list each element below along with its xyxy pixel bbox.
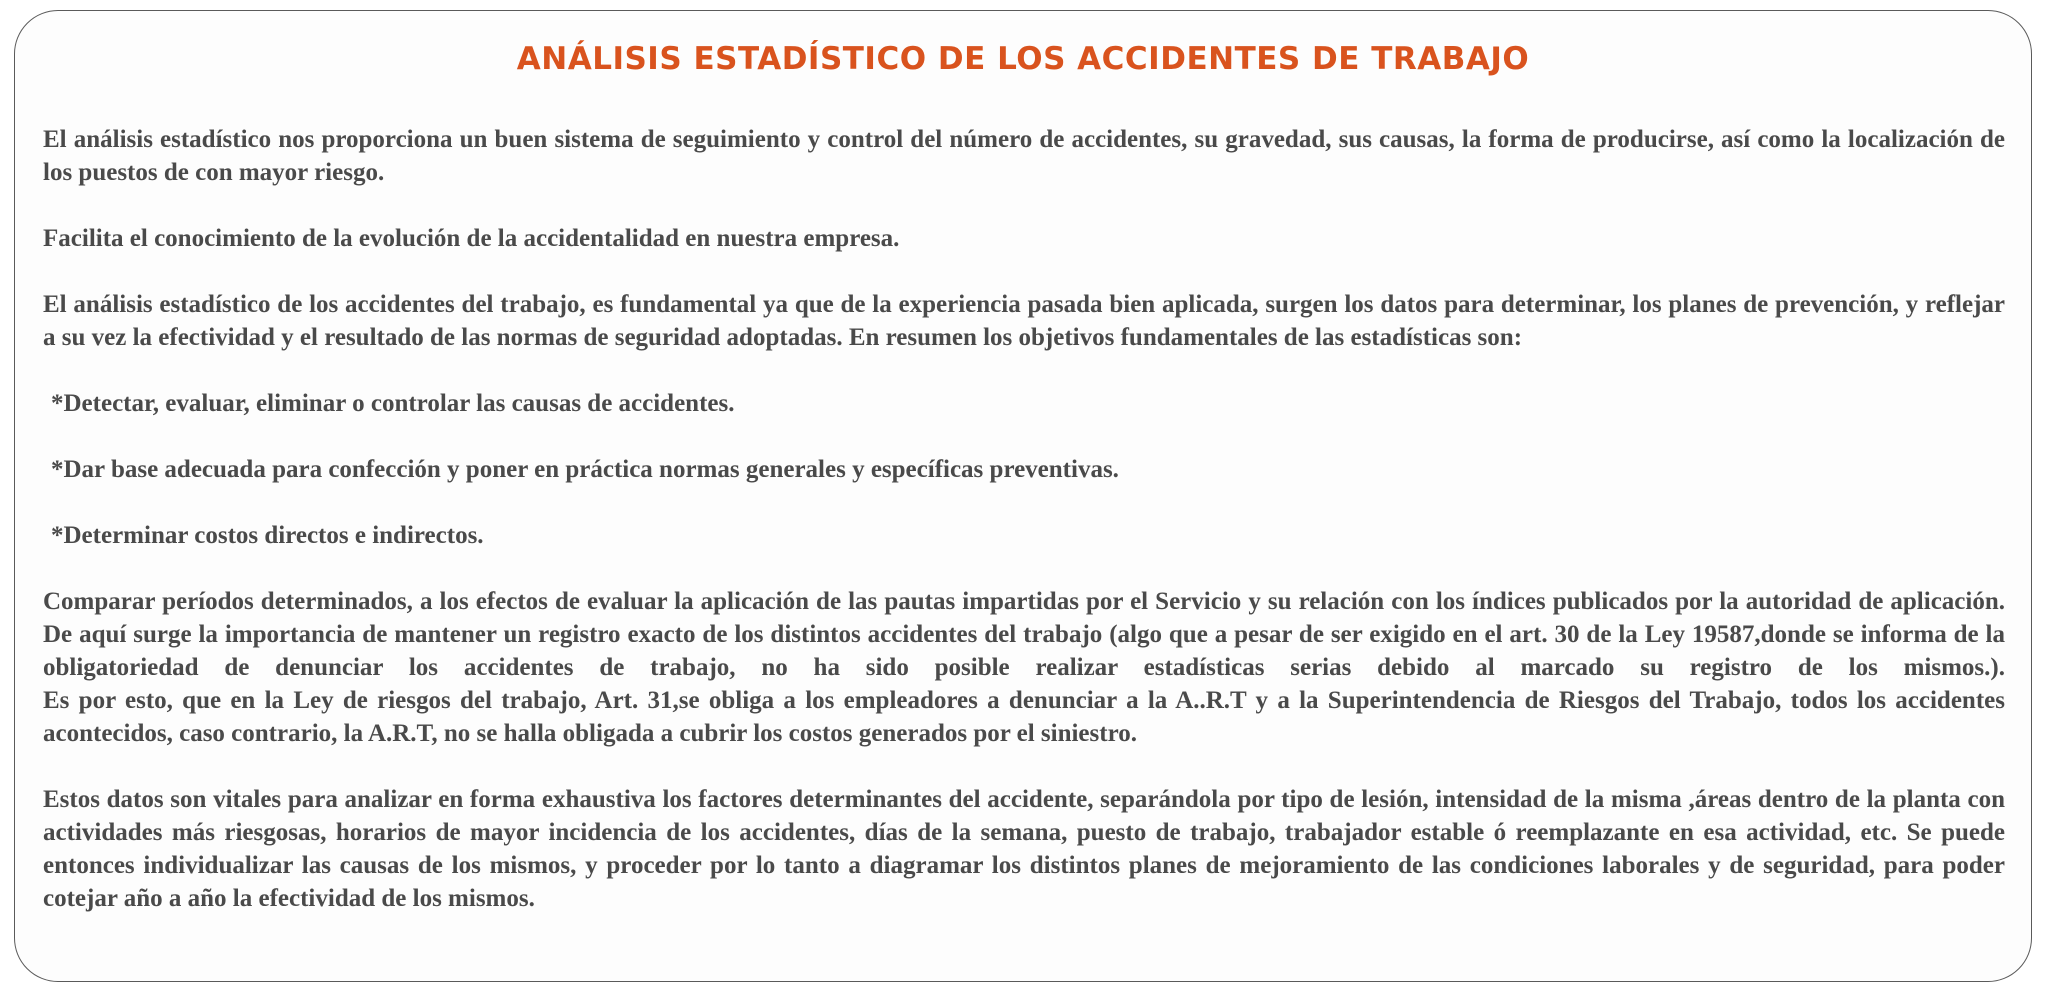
paragraph-evolution: Facilita el conocimiento de la evolución de la accidentalidad en nuestra empresa.: [43, 225, 900, 252]
paragraph-objectives: El análisis estadístico de los accidentes del trabajo, es fundamental ya que de la experiencia pasada bien aplicada, surgen los datos para determinar, los planes de prevención, y reflejar a su vez la efectividad y el resultado de las normas de seguridad adoptadas. En resumen los objetivos fundamentales de las estadísticas son:: [43, 291, 2005, 351]
paragraph-intro: El análisis estadístico nos proporciona un buen sistema de seguimiento y control del número de accidentes, su gravedad, sus causas, la forma de producirse, así como la localización de los puestos de con mayor riesgo.: [43, 126, 2005, 186]
slide-frame: [14, 10, 2032, 982]
bullet-item: *Dar base adecuada para confección y poner en práctica normas generales y específicas preventivas.: [51, 456, 1119, 483]
bullet-item: *Detectar, evaluar, eliminar o controlar las causas de accidentes.: [51, 390, 735, 417]
paragraph-vital-data: Estos datos son vitales para analizar en forma exhaustiva los factores determinantes del accidente, separándola por tipo de lesión, intensidad de la misma ,áreas dentro de la planta con actividades más riesgosas, horarios de mayor incidencia de los accidentes, días de la semana, puesto de trabajo, trabajador estable ó reemplazante en esa actividad, etc. Se puede entonces individualizar las causas de los mismos, y proceder por lo tanto a diagramar los distintos planes de mejoramiento de las condiciones laborales y de seguridad, para poder cotejar año a año la efectividad de los mismos.: [43, 786, 2005, 912]
paragraph-law: Es por esto, que en la Ley de riesgos del trabajo, Art. 31,se obliga a los empleadores a denunciar a la A..R.T y a la Superintendencia de Riesgos del Trabajo, todos los accidentes acontecidos, caso contrario, la A.R.T, no se halla obligada a cubrir los costos generados por el siniestro.: [43, 687, 2005, 747]
bullet-item: *Determinar costos directos e indirectos.: [51, 522, 484, 549]
paragraph-compare: Comparar períodos determinados, a los efectos de evaluar la aplicación de las pautas impartidas por el Servicio y su relación con los índices publicados por la autoridad de aplicación. De aquí surge la importancia de mantener un registro exacto de los distintos accidentes del trabajo (algo que a pesar de ser exigido en el art. 30 de la Ley 19587,donde se informa de la obligatoriedad de denunciar los accidentes de trabajo, no ha sido posible realizar estadísticas serias debido al marcado su registro de los mismos.).: [43, 588, 2005, 681]
slide-body: [43, 123, 2005, 915]
page-title: ANÁLISIS ESTADÍSTICO DE LOS ACCIDENTES DE TRABAJO: [516, 41, 1530, 77]
